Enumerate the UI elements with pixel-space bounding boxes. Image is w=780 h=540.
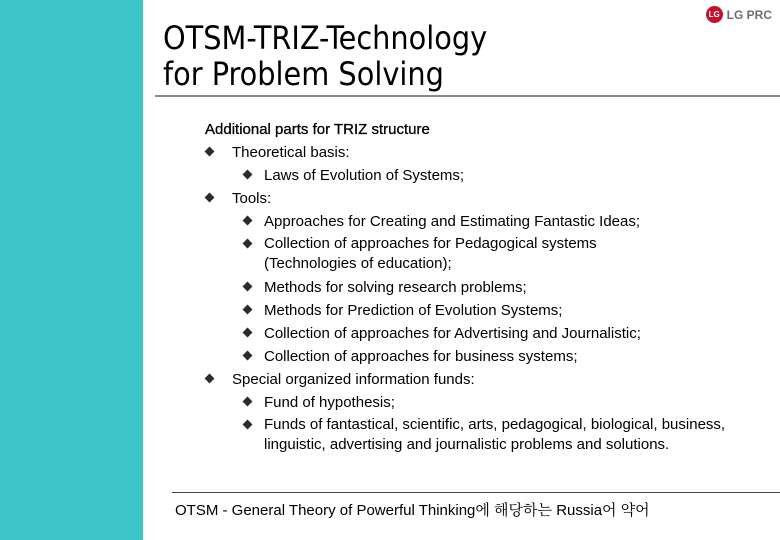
list-item-text: Funds of fantastical, scientific, arts, pedagogical, biological, business, linguistic, advertising and journalistic problems and solutions. — [264, 416, 726, 453]
list-item-text: Methods for Prediction of Evolution Systems; — [264, 302, 563, 319]
footer-divider — [172, 492, 780, 493]
list-item — [232, 391, 780, 414]
list-item — [232, 299, 780, 322]
section-label: Tools: — [232, 190, 272, 207]
section-tools — [205, 187, 780, 368]
section-information-funds — [205, 368, 780, 457]
diamond-bullet-icon — [243, 282, 253, 292]
list-item — [232, 210, 780, 233]
section-list — [205, 141, 780, 457]
list-item — [232, 414, 780, 457]
diamond-bullet-icon — [205, 147, 215, 157]
section-label: Theoretical basis: — [232, 144, 350, 161]
teal-side-bar — [0, 0, 143, 540]
diamond-bullet-icon — [243, 239, 253, 249]
list-item-text: Collection of approaches for Advertising and Journalistic; — [264, 325, 641, 342]
diamond-bullet-icon — [243, 397, 253, 407]
diamond-bullet-icon — [243, 328, 253, 338]
lg-prc-logo — [706, 6, 772, 23]
list-item-text: Methods for solving research problems; — [264, 279, 527, 296]
section-theoretical-basis — [205, 141, 780, 187]
slide-title-line-1: OTSM-TRIZ-Technology — [163, 19, 488, 57]
section-label: Special organized information funds: — [232, 371, 475, 388]
lg-logo-icon: LG — [706, 6, 723, 23]
slide-body — [205, 118, 780, 457]
list-item — [232, 276, 780, 299]
sub-list — [232, 210, 780, 368]
list-item — [232, 322, 780, 345]
list-item — [232, 164, 780, 187]
body-heading: Additional parts for TRIZ structure — [205, 121, 430, 138]
title-divider — [155, 95, 780, 97]
list-item-text: Laws of Evolution of Systems; — [264, 167, 465, 184]
diamond-bullet-icon — [243, 305, 253, 315]
diamond-bullet-icon — [205, 193, 215, 203]
footer-note: OTSM - General Theory of Powerful Thinking에 해당하는 Russia어 약어 — [175, 502, 650, 519]
diamond-bullet-icon — [243, 170, 253, 180]
slide-title-line-2: for Problem Solving — [163, 55, 444, 93]
list-item-text: Collection of approaches for business systems; — [264, 348, 578, 365]
sub-list — [232, 391, 780, 457]
diamond-bullet-icon — [243, 351, 253, 361]
list-item — [232, 233, 624, 276]
slide-title — [163, 20, 487, 92]
list-item-text: Fund of hypothesis; — [264, 394, 395, 411]
list-item-text: Collection of approaches for Pedagogical systems (Technologies of education); — [264, 235, 597, 272]
list-item — [232, 345, 780, 368]
diamond-bullet-icon — [243, 216, 253, 226]
diamond-bullet-icon — [243, 420, 253, 430]
sub-list — [232, 164, 780, 187]
diamond-bullet-icon — [205, 374, 215, 384]
list-item-text: Approaches for Creating and Estimating Fantastic Ideas; — [264, 213, 641, 230]
logo-text: LG PRC — [726, 7, 772, 22]
